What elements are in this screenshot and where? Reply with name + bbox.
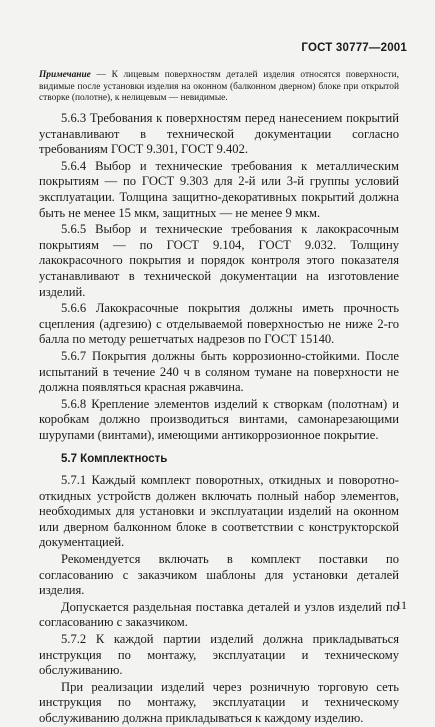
paragraph-5-6-8: 5.6.8 Крепление элементов изделий к створкам (полотнам) и коробкам должно производиться винтами, самонарезающими шурупами (винтами), имеющими антикоррозионное покрытие.	[39, 396, 399, 442]
paragraph-retail: При реализации изделий через розничную торговую сеть инструкция по монтажу, эксплуатации и техническому обслуживанию должна прикладываться к каждому изделию.	[39, 679, 399, 725]
document-id-header: ГОСТ 30777—2001	[301, 42, 407, 54]
paragraph-5-6-5: 5.6.5 Выбор и технические требования к лакокрасочным покрытиям — по ГОСТ 9.104, ГОСТ 9.032. Толщину лакокрасочного покрытия и порядок контроля этого показателя устанавливают в технической документации на изготовление изделий.	[39, 222, 399, 299]
section-title: 5.7 Комплектность	[61, 453, 168, 466]
note-label: Примечание	[39, 70, 91, 80]
paragraph-5-7-2: 5.7.2 К каждой партии изделий должна прикладываться инструкция по монтажу, эксплуатации и техническому обслуживанию.	[39, 632, 399, 678]
page-number: 11	[395, 598, 407, 612]
paragraph-5-7-1: 5.7.1 Каждый комплект поворотных, откидных и поворотно-откидных устройств должен включать полный набор элементов, необходимых для установки и эксплуатации изделий на оконном или дверном балконном блоке в соответствии с конструкторской документацией.	[39, 473, 399, 550]
paragraph-5-6-4: 5.6.4 Выбор и технические требования к металлическим покрытиям — по ГОСТ 9.303 для 2-й или 3-й группы условий эксплуатации. Толщина защитно-декоративных покрытий должна быть не менее 15 мкм, защитных — не менее 9 мкм.	[39, 158, 399, 220]
paragraph-5-6-3: 5.6.3 Требования к поверхностям перед нанесением покрытий устанавливают в технической документации согласно требованиям ГОСТ 9.301, ГОСТ 9.402.	[39, 111, 399, 157]
document-body	[39, 110, 399, 727]
paragraph-separate-delivery: Допускается раздельная поставка деталей и узлов изделий по согласованию с заказчиком.	[39, 599, 399, 630]
note-block	[39, 70, 399, 105]
paragraph-5-6-7: 5.6.7 Покрытия должны быть коррозионно-стойкими. После испытаний в течение 240 ч в соляном тумане на поверхности не должна появляться красная ржавчина.	[39, 348, 399, 395]
paragraph-recommendation: Рекомендуется включать в комплект поставки по согласованию с заказчиком шаблоны для установки деталей изделия.	[39, 552, 399, 598]
paragraph-5-6-6: 5.6.6 Лакокрасочные покрытия должны иметь прочность сцепления (адгезию) с отделываемой поверхностью не ниже 2-го балла по методу решетчатых надрезов по ГОСТ 15140.	[39, 301, 399, 347]
note-text: — К лицевым поверхностям деталей изделия относятся поверхности, видимые после установки изделия на оконном (балконном дверном) блоке при открытой створке (полотне), к нелицевым — невидимые.	[39, 70, 399, 104]
